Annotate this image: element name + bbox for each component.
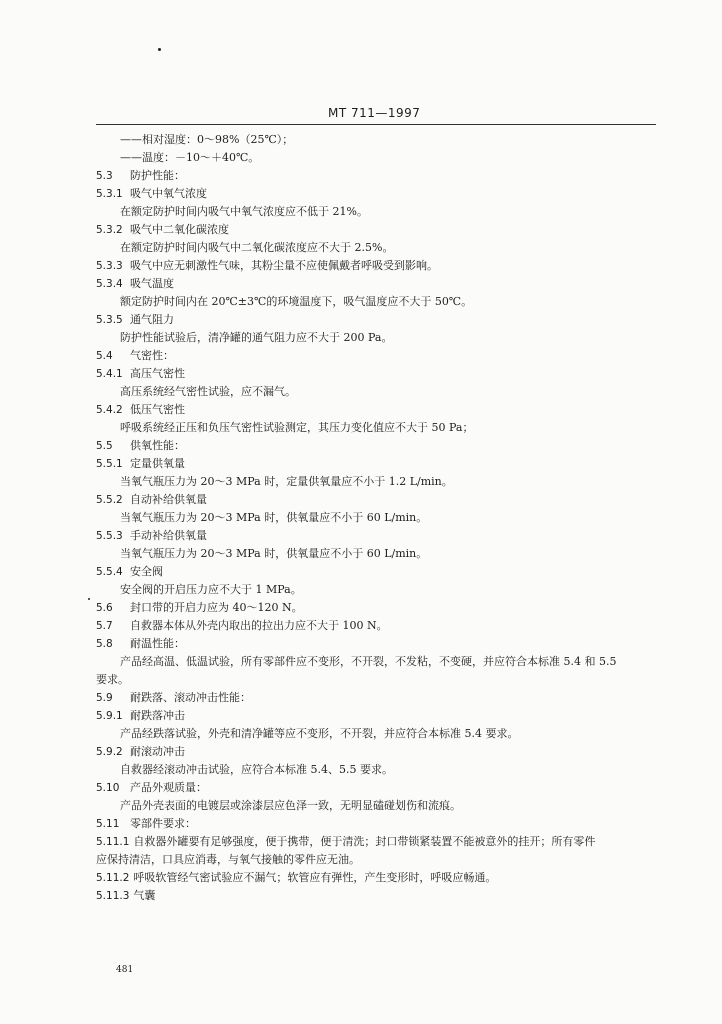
clause-number: 5.4	[96, 350, 113, 362]
clause-line	[96, 709, 185, 723]
clause-line	[96, 169, 185, 183]
clause-line	[96, 277, 174, 291]
scan-speck	[88, 598, 90, 600]
text-line: 在额定防护时间内吸气中氧气浓度应不低于 21%。	[120, 205, 368, 218]
clause-number: 5.11.1	[96, 836, 130, 848]
clause-text: 封口带的开启力应为 40～120 N。	[130, 601, 303, 614]
clause-line	[96, 889, 155, 903]
text-line: 当氧气瓶压力为 20～3 MPa 时，供氧量应不小于 60 L/min。	[120, 511, 428, 524]
clause-line	[96, 439, 185, 453]
text-line: 当氧气瓶压力为 20～3 MPa 时，供氧量应不小于 60 L/min。	[120, 547, 428, 560]
clause-line	[96, 529, 207, 543]
clause-number: 5.3.4	[96, 278, 123, 290]
text-line: 呼吸系统经正压和负压气密性试验测定，其压力变化值应不大于 50 Pa；	[120, 421, 474, 434]
clause-number: 5.5	[96, 440, 113, 452]
clause-text: 呼吸软管经气密试验应不漏气；软管应有弹性，产生变形时，呼吸应畅通。	[133, 871, 497, 884]
clause-line	[96, 781, 207, 795]
clause-number: 5.3.3	[96, 260, 123, 272]
clause-number: 5.8	[96, 638, 113, 650]
clause-text: 产品外观质量：	[130, 781, 207, 794]
clause-line	[96, 259, 438, 273]
clause-number: 5.5.4	[96, 566, 123, 578]
clause-text: 通气阻力	[130, 313, 174, 326]
clause-line	[96, 187, 207, 201]
text-line: 额定防护时间内在 20℃±3℃的环境温度下，吸气温度应不大于 50℃。	[120, 295, 473, 308]
header-rule	[96, 124, 656, 125]
text-line: 当氧气瓶压力为 20～3 MPa 时，定量供氧量应不小于 1.2 L/min。	[120, 475, 453, 488]
clause-text: 零部件要求：	[130, 817, 196, 830]
clause-text: 自救器外罐要有足够强度，便于携带，便于清洗；封口带锁紧装置不能被意外的挂开；所有零件	[133, 835, 596, 848]
clause-line	[96, 637, 185, 651]
clause-line	[96, 619, 388, 633]
clause-number: 5.5.1	[96, 458, 123, 470]
text-line: 要求。	[96, 673, 129, 686]
clause-text: 耐滚动冲击	[130, 745, 185, 758]
clause-number: 5.10	[96, 782, 120, 794]
text-line: 防护性能试验后，清净罐的通气阻力应不大于 200 Pa。	[120, 331, 393, 344]
clause-text: 吸气中氧气浓度	[130, 187, 207, 200]
clause-number: 5.3.1	[96, 188, 123, 200]
clause-line	[96, 493, 207, 507]
clause-text: 自救器本体从外壳内取出的拉出力应不大于 100 N。	[130, 619, 388, 632]
clause-line	[96, 835, 595, 849]
clause-line	[96, 223, 229, 237]
text-line: ——相对湿度：0～98%（25℃）；	[120, 133, 294, 146]
clause-number: 5.11.2	[96, 872, 130, 884]
page-number: 481	[116, 965, 134, 975]
clause-line	[96, 403, 185, 417]
clause-line	[96, 313, 174, 327]
clause-line	[96, 745, 185, 759]
text-line: ——温度：－10～＋40℃。	[120, 151, 260, 164]
text-line: 在额定防护时间内吸气中二氧化碳浓度应不大于 2.5%。	[120, 241, 394, 254]
clause-text: 高压气密性	[130, 367, 185, 380]
scan-speck	[158, 48, 161, 51]
text-line: 产品经跌落试验，外壳和清净罐等应不变形，不开裂，并应符合本标准 5.4 要求。	[120, 727, 519, 740]
clause-text: 吸气温度	[130, 277, 174, 290]
clause-line	[96, 691, 251, 705]
clause-text: 耐跌落、滚动冲击性能：	[130, 691, 251, 704]
clause-line	[96, 349, 174, 363]
clause-text: 自动补给供氧量	[130, 493, 207, 506]
clause-line	[96, 601, 303, 615]
clause-line	[96, 457, 185, 471]
clause-line	[96, 367, 185, 381]
text-line: 安全阀的开启压力应不大于 1 MPa。	[120, 583, 302, 596]
clause-text: 耐跌落冲击	[130, 709, 185, 722]
clause-number: 5.3.2	[96, 224, 123, 236]
text-line: 高压系统经气密性试验，应不漏气。	[120, 385, 296, 398]
clause-number: 5.11	[96, 818, 120, 830]
clause-text: 防护性能：	[130, 169, 185, 182]
clause-text: 定量供氧量	[130, 457, 185, 470]
clause-text: 安全阀	[130, 565, 163, 578]
text-line: 产品外壳表面的电镀层或涂漆层应色泽一致，无明显磕碰划伤和流痕。	[120, 799, 461, 812]
clause-number: 5.9	[96, 692, 113, 704]
clause-number: 5.4.1	[96, 368, 123, 380]
text-line: 产品经高温、低温试验，所有零部件应不变形，不开裂，不发粘，不变硬，并应符合本标准 5.4 和 5.5	[120, 655, 617, 668]
clause-number: 5.9.2	[96, 746, 123, 758]
clause-number: 5.3.5	[96, 314, 123, 326]
clause-text: 耐温性能：	[130, 637, 185, 650]
clause-number: 5.7	[96, 620, 113, 632]
clause-number: 5.5.2	[96, 494, 123, 506]
clause-text: 气囊	[133, 889, 156, 902]
clause-number: 5.4.2	[96, 404, 123, 416]
clause-text: 气密性：	[130, 349, 174, 362]
clause-text: 吸气中二氧化碳浓度	[130, 223, 229, 236]
clause-text: 供氧性能：	[130, 439, 185, 452]
clause-number: 5.6	[96, 602, 113, 614]
clause-line	[96, 871, 496, 885]
clause-line	[96, 817, 196, 831]
clause-text: 低压气密性	[130, 403, 185, 416]
clause-text: 吸气中应无刺激性气味，其粉尘量不应使佩戴者呼吸受到影响。	[130, 259, 438, 272]
text-line: 自救器经滚动冲击试验，应符合本标准 5.4、5.5 要求。	[120, 763, 393, 776]
clause-number: 5.11.3	[96, 890, 130, 902]
text-line: 应保持清洁，口具应消毒，与氧气接触的零件应无油。	[96, 853, 360, 866]
clause-text: 手动补给供氧量	[130, 529, 207, 542]
standard-code: MT 711—1997	[328, 106, 421, 120]
clause-number: 5.9.1	[96, 710, 123, 722]
clause-line	[96, 565, 163, 579]
clause-number: 5.5.3	[96, 530, 123, 542]
clause-number: 5.3	[96, 170, 113, 182]
